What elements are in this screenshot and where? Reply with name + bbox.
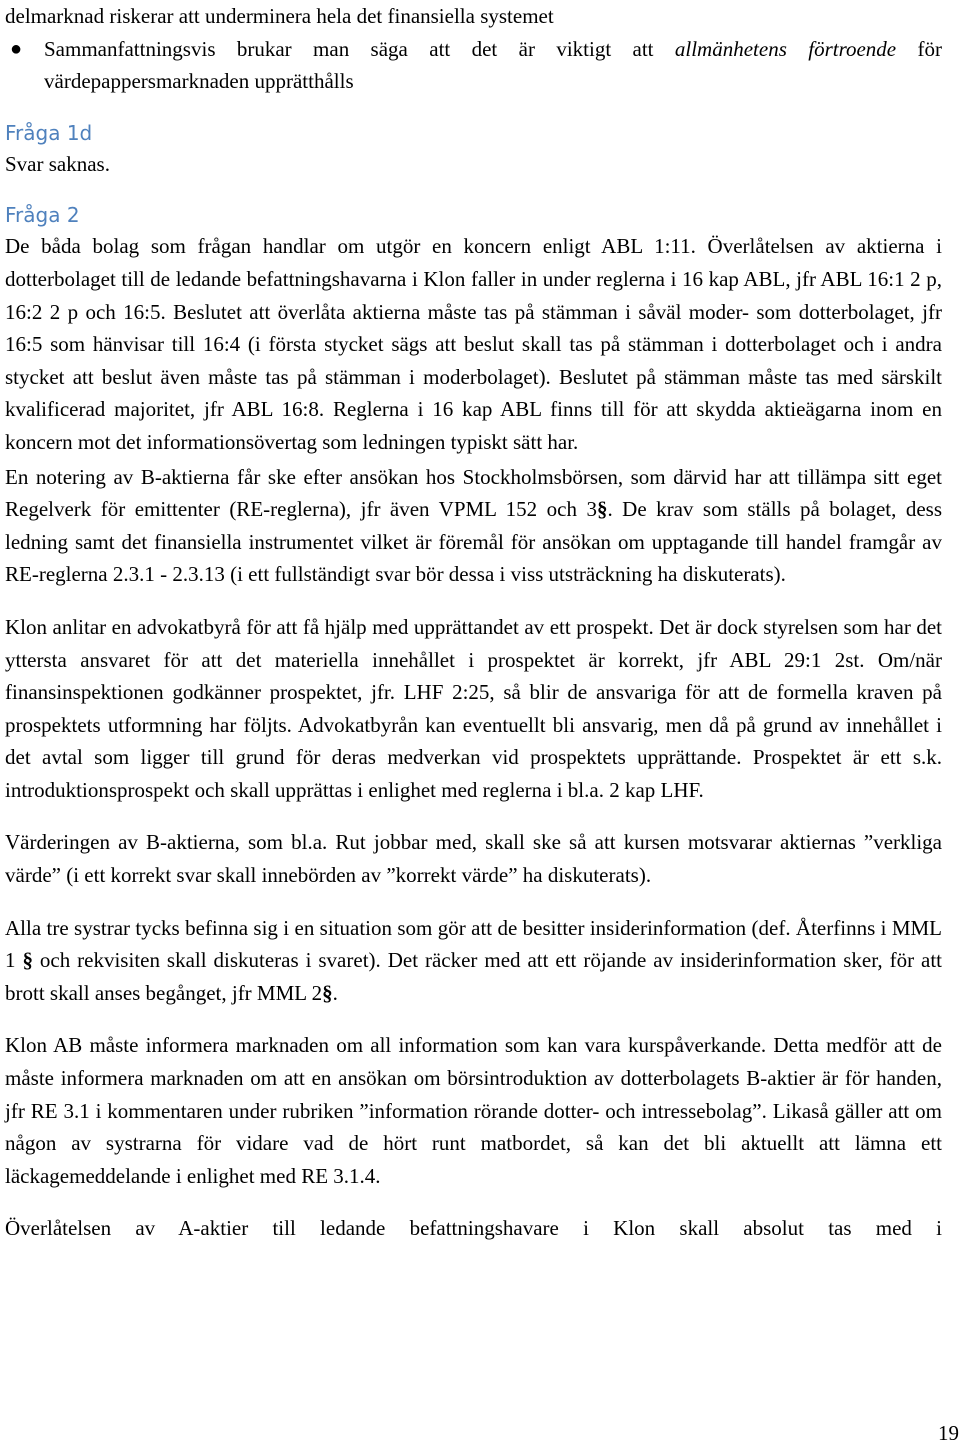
paragraph-insider-part-2: och rekvisiten skall diskuteras i svaret). Det räcker med att ett röjande av insiderinformation sker, för att brott skall anses begånget, jfr MML 2	[5, 948, 943, 1005]
document-page	[5, 0, 942, 1245]
paragraph-vardering: Värderingen av B-aktierna, som bl.a. Rut jobbar med, skall ske så att kursen motsvarar aktiernas ”verkliga värde” (i ett korrekt svar skall innebörden av ”korrekt värde” ha diskuterats).	[5, 830, 942, 888]
section-sign: §	[596, 497, 608, 522]
paragraph-insider	[5, 912, 942, 1010]
section-sign: §	[22, 948, 33, 973]
paragraph-insider-part-3: .	[332, 980, 338, 1005]
bullet-item	[5, 33, 942, 98]
page-number: 19	[938, 1421, 959, 1445]
answer-1d: Svar saknas.	[5, 151, 110, 176]
paragraph-information: Klon AB måste informera marknaden om all information som kan vara kurspåverkande. Detta medför att de måste informera marknaden om att en ansökan om börsintroduktion av dotterbolagets B-aktier är för handen, jfr RE 3.1 i kommentaren under rubriken ”information rörande dotter- och intressebolag”. Likaså gäller att om någon av systrarna för vidare vad de hört runt matbordet, så kan det bli aktuellt att lämna ett läckagemeddelande i enlighet med RE 3.1.4.	[5, 1033, 942, 1188]
bullet-emphasis: allmänhetens förtroende	[674, 36, 897, 61]
heading-question-2: Fråga 2	[5, 203, 80, 228]
paragraph-notering	[5, 461, 942, 591]
paragraph-koncern: De båda bolag som frågan handlar om utgör en koncern enligt ABL 1:11. Överlåtelsen av aktierna i dotterbolaget till de ledande befattningshavarna i Klon faller in under reglerna i 16 kap ABL, jfr ABL 16:1 2 p, 16:2 2 p och 16:5. Beslutet att överlåta aktierna måste tas på stämman i såväl moder- som dotterbolaget, jfr 16:5 som hänvisar till 16:4 (i första stycket sägs att beslut skall tas på stämman i dotterbolaget och i andra stycket att beslut även måste tas på stämman i moderbolaget). Beslutet på stämman måste tas med särskilt kvalificerad majoritet, jfr ABL 16:8. Reglerna i 16 kap ABL finns till för att skydda aktieägarna inom en koncern mot det informationsövertag som ledningen typiskt sätt har.	[5, 234, 942, 454]
bullet-list	[5, 33, 942, 98]
section-sign: §	[322, 980, 333, 1005]
heading-question-1d: Fråga 1d	[5, 120, 93, 145]
paragraph-prospekt: Klon anlitar en advokatbyrå för att få hjälp med upprättandet av ett prospekt. Det är dock styrelsen som har det yttersta ansvaret för att det materiella innehållet i prospektet är korrekt, jfr ABL 29:1 2st. Om/när finansinspektionen godkänner prospektet, jfr. LHF 2:25, så blir de ansvariga för att de formella kraven på prospektets utformning har följts. Advokatbyrån kan eventuellt bli ansvarig, men då på grund av innehållet i det avtal som ligger till grund för deras medverkan vid prospektets upprättande. Prospektet är ett s.k. introduktionsprospekt och skall upprättas i enlighet med reglerna i bl.a. 2 kap LHF.	[5, 614, 942, 802]
bullet-dot-icon: ●	[10, 37, 23, 60]
paragraph-overlatelse: Överlåtelsen av A-aktier till ledande befattningshavare i Klon skall absolut tas med i	[5, 1216, 942, 1241]
paragraph-insider-part-1: Alla tre systrar tycks befinna sig i en situation som gör att de besitter insiderinformation (def. Återfinns i MML 1	[5, 915, 942, 973]
bullet-text-before: Sammanfattningsvis brukar man säga att det är viktigt att	[44, 36, 675, 61]
top-line: delmarknad riskerar att underminera hela det finansiella systemet	[5, 4, 554, 28]
bullet-text-after: för värdepappersmarknaden upprätthålls	[44, 36, 942, 94]
paragraph-notering-part-1: En notering av B-aktierna får ske efter ansökan hos Stockholmsbörsen, som därvid har att tillämpa sitt eget Regelverk för emittenter (RE-reglerna), jfr även VPML 152 och 3	[5, 464, 942, 522]
paragraph-notering-part-2: . De krav som ställs på bolaget, dess ledning samt det finansiella instrumentet vilket är föremål för ansökan om upptagande till handel framgår av RE-reglerna 2.3.1 - 2.3.13 (i ett fullständigt svar bör dessa i viss utsträckning ha diskuterats).	[5, 497, 942, 587]
